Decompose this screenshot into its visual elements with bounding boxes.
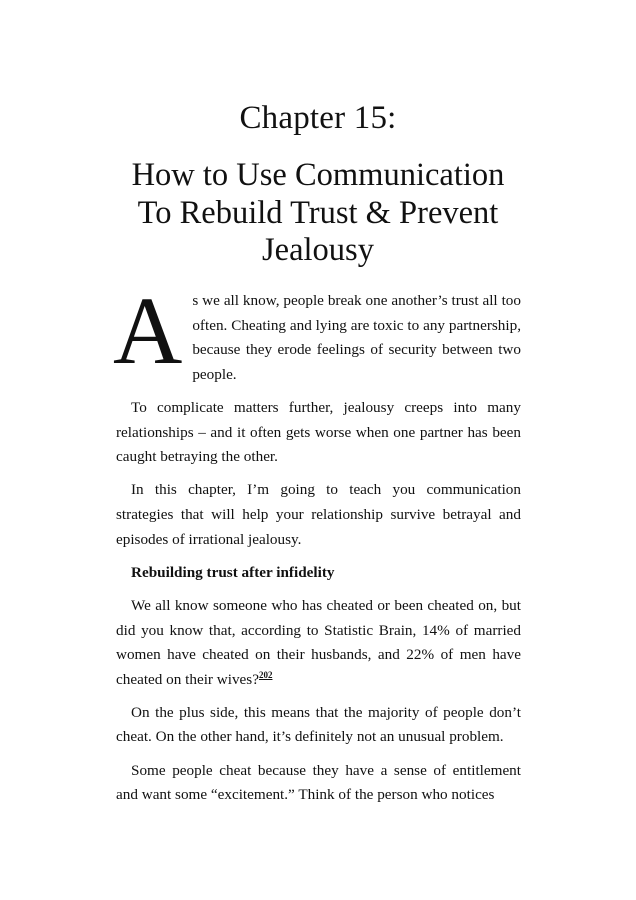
chapter-title-line: How to Use Communication	[131, 157, 505, 193]
opening-paragraph	[113, 277, 521, 387]
drop-cap: A	[113, 277, 183, 384]
opening-paragraph-text: s we all know, people break one another’s trust all too often. Cheating and lying are toxic to any partnership, because they erode feelings of security between two people.	[192, 292, 521, 383]
chapter-body	[113, 277, 521, 816]
section-heading: Rebuilding trust after infidelity	[131, 563, 335, 581]
paragraph: Some people cheat because they have a sense of entitlement and want some “excitement.” Think of the person who notices	[116, 761, 521, 804]
paragraph-text: We all know someone who has cheated or been cheated on, but did you know that, according to Statistic Brain, 14% of married women have cheated on their husbands, and 22% of men have cheated on their wives?	[116, 596, 521, 688]
footnote-reference[interactable]: 202	[258, 669, 273, 680]
paragraph: In this chapter, I’m going to teach you communication strategies that will help your relationship survive betrayal and episodes of irrational jealousy.	[116, 481, 521, 548]
paragraph-with-footnote	[116, 594, 521, 692]
chapter-number: Chapter 15:	[239, 100, 397, 136]
paragraph: On the plus side, this means that the majority of people don’t cheat. On the other hand, it’s definitely not an unusual problem.	[116, 703, 521, 746]
chapter-title-line: To Rebuild Trust & Prevent	[137, 194, 499, 231]
chapter-title	[96, 157, 540, 270]
chapter-title-line: Jealousy	[262, 232, 374, 268]
paragraph: To complicate matters further, jealousy creeps into many relationships – and it often gets worse when one partner has been caught betraying the other.	[116, 398, 521, 466]
